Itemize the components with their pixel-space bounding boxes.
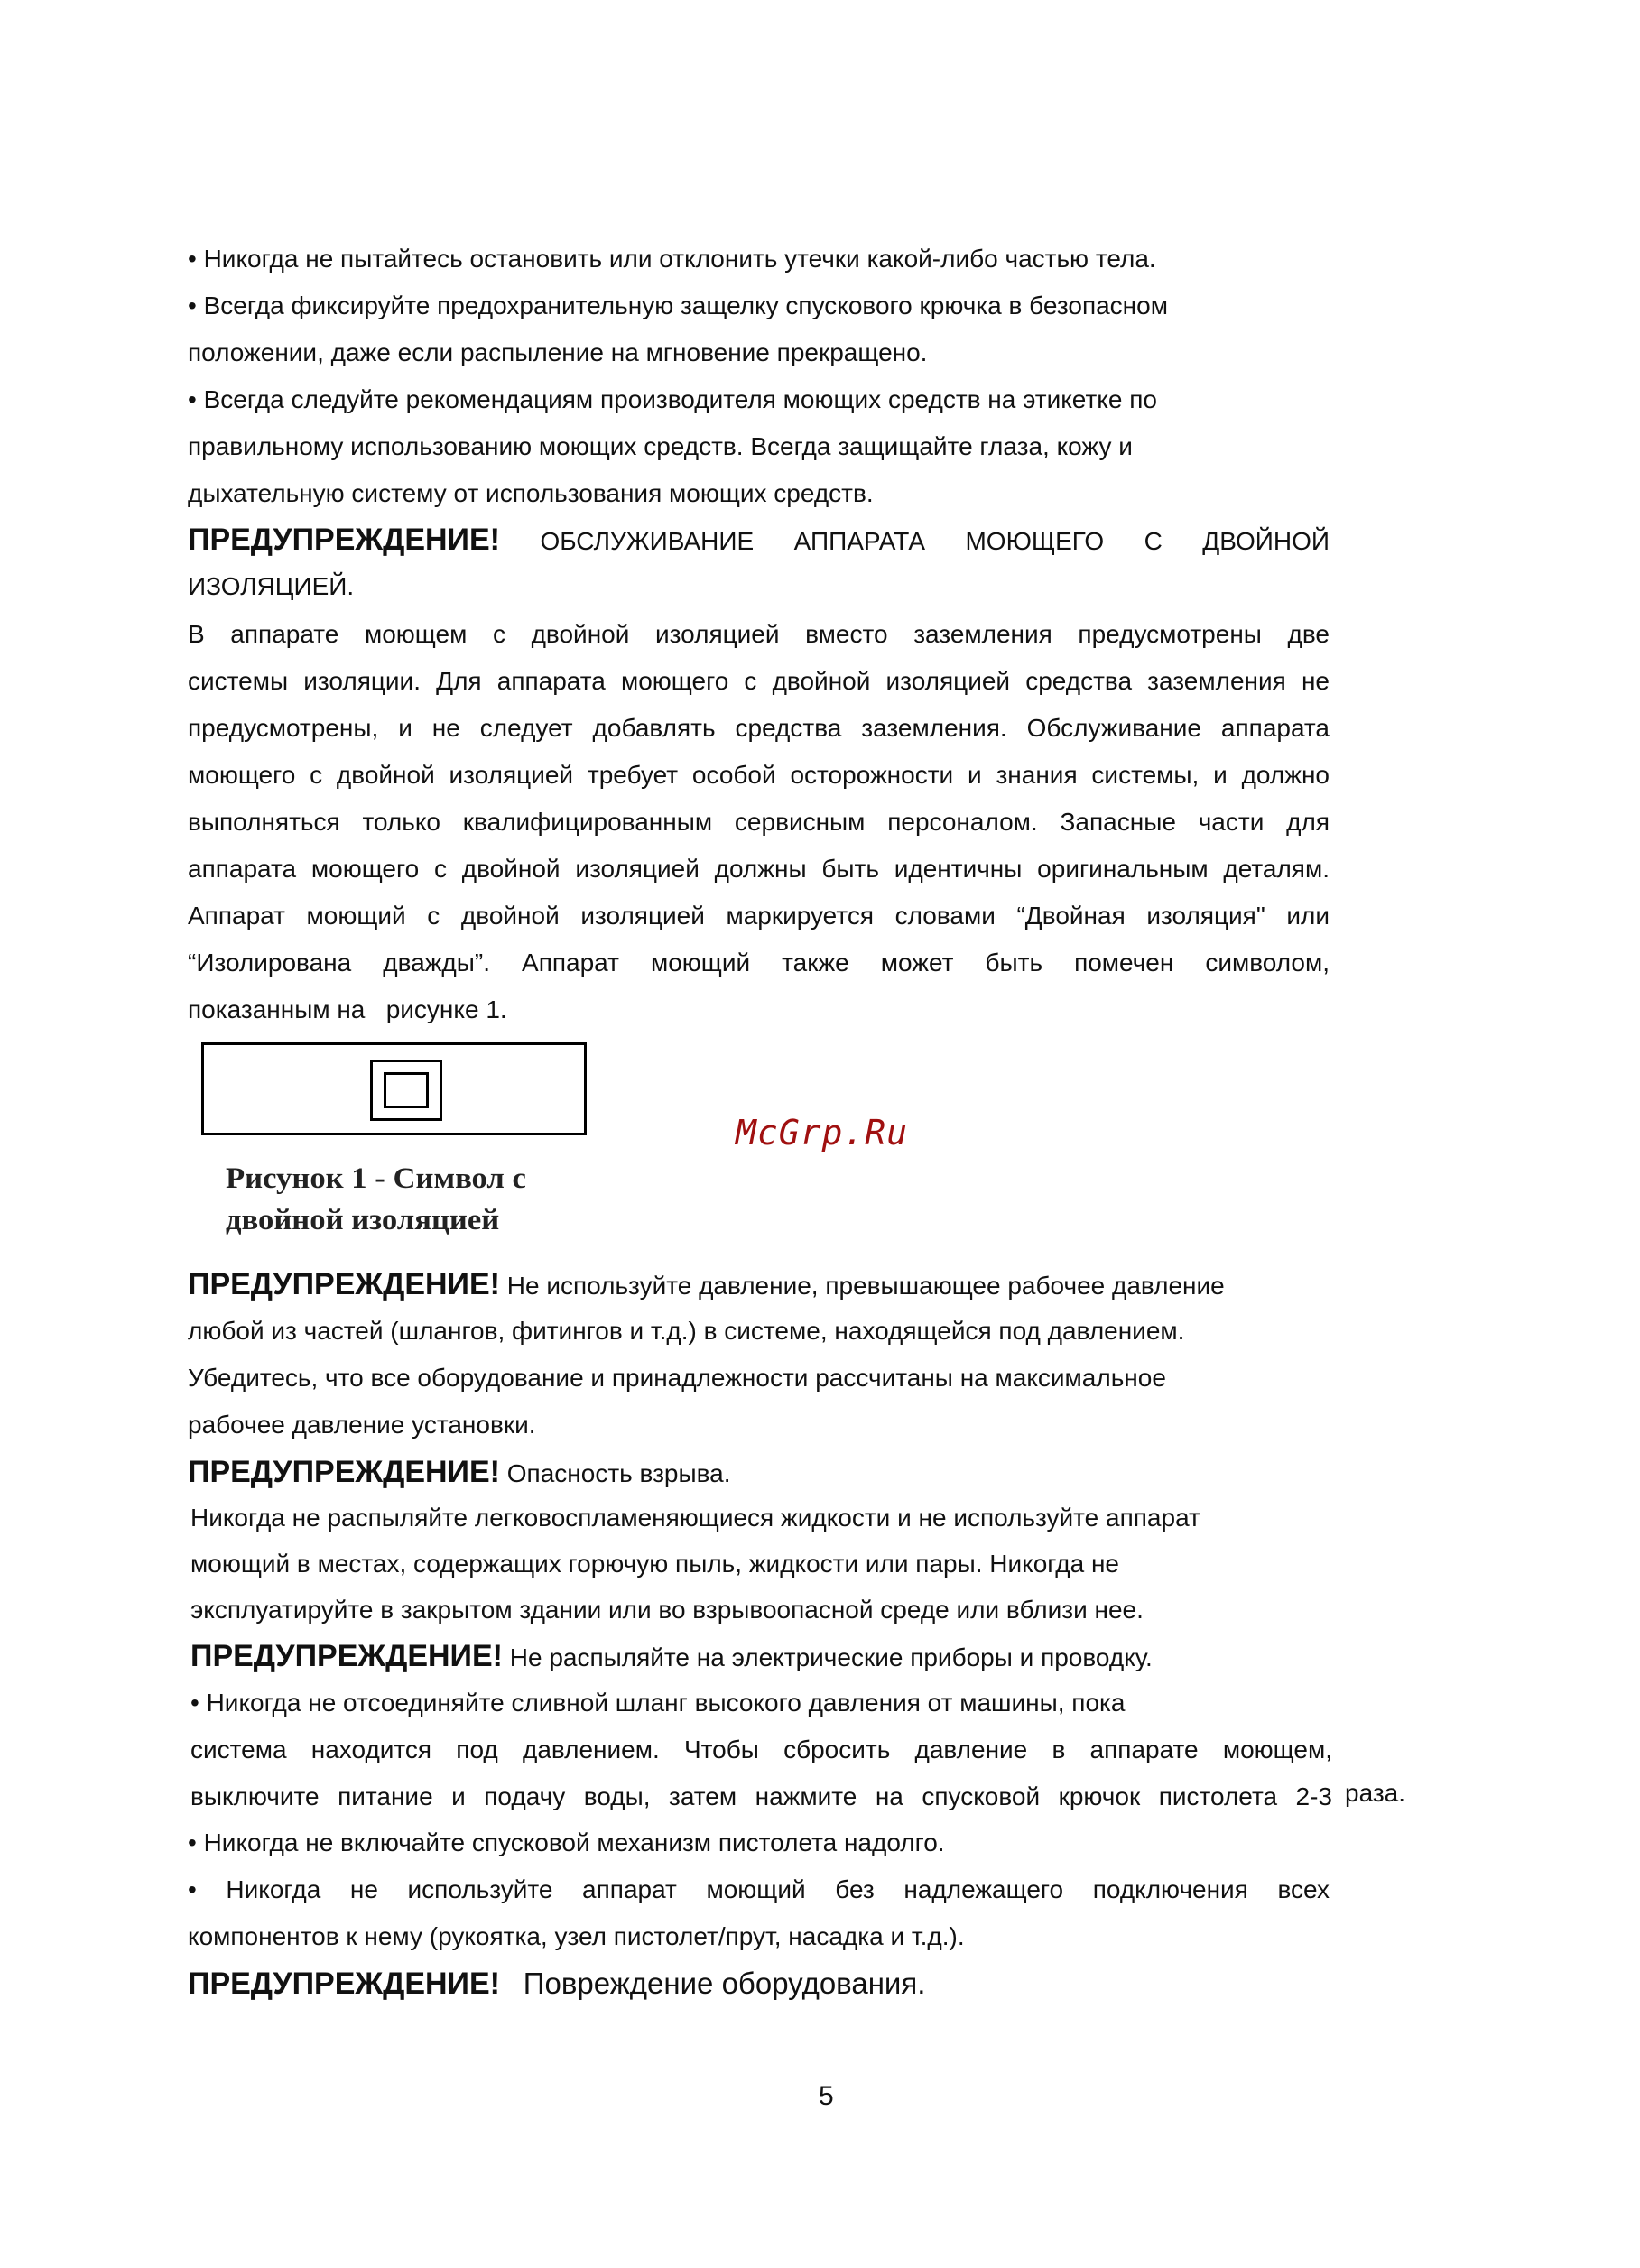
warning-heading-2 xyxy=(188,1266,1225,1304)
text-line: дыхательную систему от использования моющих средств. xyxy=(188,479,874,507)
text-line: Никогда не распыляйте легковоспламеняющиеся жидкости и не используйте аппарат xyxy=(190,1504,1200,1532)
para-line: выполняться только квалифицированным сервисным персоналом. Запасные части для xyxy=(188,808,1330,836)
watermark: McGrp.Ru xyxy=(736,1113,909,1153)
warning-text: ОБСЛУЖИВАНИЕ АППАРАТА МОЮЩЕГО С ДВОЙНОЙ xyxy=(540,527,1330,555)
text-line-tail: раза. xyxy=(1345,1779,1406,1807)
text-line: Убедитесь, что все оборудование и принадлежности рассчитаны на максимальное xyxy=(188,1364,1166,1392)
text-line: моющий в местах, содержащих горючую пыль, жидкости или пары. Никогда не xyxy=(190,1550,1119,1578)
figure-caption: Рисунок 1 - Символ с xyxy=(226,1162,526,1195)
text-line: правильному использованию моющих средств. Всегда защищайте глаза, кожу и xyxy=(188,432,1133,460)
warning-text: Не распыляйте на электрические приборы и проводку. xyxy=(509,1643,1153,1671)
text-line: эксплуатируйте в закрытом здании или во взрывоопасной среде или вблизи нее. xyxy=(190,1596,1144,1624)
para-line: “Изолирована дважды”. Аппарат моющий также может быть помечен символом, xyxy=(188,949,1330,977)
text-line: компонентов к нему (рукоятка, узел пистолет/прут, насадка и т.д.). xyxy=(188,1922,965,1950)
para-line: аппарата моющего с двойной изоляцией должны быть идентичны оригинальным деталям. xyxy=(188,855,1330,883)
para-line: системы изоляции. Для аппарата моющего с двойной изоляцией средства заземления не xyxy=(188,667,1330,695)
para-line: предусмотрены, и не следует добавлять средства заземления. Обслуживание аппарата xyxy=(188,714,1330,742)
warning-text: Опасность взрыва. xyxy=(506,1459,731,1487)
para-line: В аппарате моющем с двойной изоляцией вместо заземления предусмотрены две xyxy=(188,620,1330,648)
warning-label: ПРЕДУПРЕЖДЕНИЕ! xyxy=(190,1639,503,1673)
bullet-line: • Всегда фиксируйте предохранительную защелку спускового крючка в безопасном xyxy=(188,292,1168,319)
text-line: выключите питание и подачу воды, затем нажмите на спусковой крючок пистолета 2-3 xyxy=(190,1782,1332,1810)
warning-label: ПРЕДУПРЕЖДЕНИЕ! xyxy=(188,1267,500,1301)
double-insulation-icon-inner xyxy=(384,1072,429,1108)
text-line: рабочее давление установки. xyxy=(188,1411,536,1439)
warning-text: ИЗОЛЯЦИЕЙ. xyxy=(188,572,355,600)
bullet-line: • Никогда не включайте спусковой механизм пистолета надолго. xyxy=(188,1828,945,1856)
para-line: показанным на рисунке 1. xyxy=(188,995,507,1023)
warning-heading-3 xyxy=(188,1454,731,1492)
bullet-line: • Никогда не пытайтесь остановить или отклонить утечки какой-либо частью тела. xyxy=(188,245,1156,273)
warning-label: ПРЕДУПРЕЖДЕНИЕ! xyxy=(188,523,500,557)
warning-heading-1 xyxy=(188,522,1330,560)
bullet-line: • Всегда следуйте рекомендациям производителя моющих средств на этикетке по xyxy=(188,385,1157,413)
warning-text: Повреждение оборудования. xyxy=(523,1967,926,2000)
page-number: 5 xyxy=(819,2081,834,2111)
text-line: система находится под давлением. Чтобы сбросить давление в аппарате моющем, xyxy=(190,1736,1332,1763)
text-line: положении, даже если распыление на мгновение прекращено. xyxy=(188,338,928,366)
text-line: любой из частей (шлангов, фитингов и т.д.) в системе, находящейся под давлением. xyxy=(188,1317,1185,1345)
warning-heading-4 xyxy=(190,1638,1153,1676)
warning-text: Не используйте давление, превышающее рабочее давление xyxy=(506,1272,1225,1300)
figure-caption: двойной изоляцией xyxy=(226,1204,500,1236)
warning-label: ПРЕДУПРЕЖДЕНИЕ! xyxy=(188,1967,500,2001)
warning-label: ПРЕДУПРЕЖДЕНИЕ! xyxy=(188,1455,500,1489)
warning-heading-5 xyxy=(188,1966,925,2004)
bullet-line: • Никогда не используйте аппарат моющий без надлежащего подключения всех xyxy=(188,1875,1330,1903)
para-line: моющего с двойной изоляцией требует особой осторожности и знания системы, и должно xyxy=(188,761,1330,789)
bullet-line: • Никогда не отсоединяйте сливной шланг высокого давления от машины, пока xyxy=(190,1689,1126,1717)
para-line: Аппарат моющий с двойной изоляцией маркируется словами “Двойная изоляция" или xyxy=(188,902,1330,930)
